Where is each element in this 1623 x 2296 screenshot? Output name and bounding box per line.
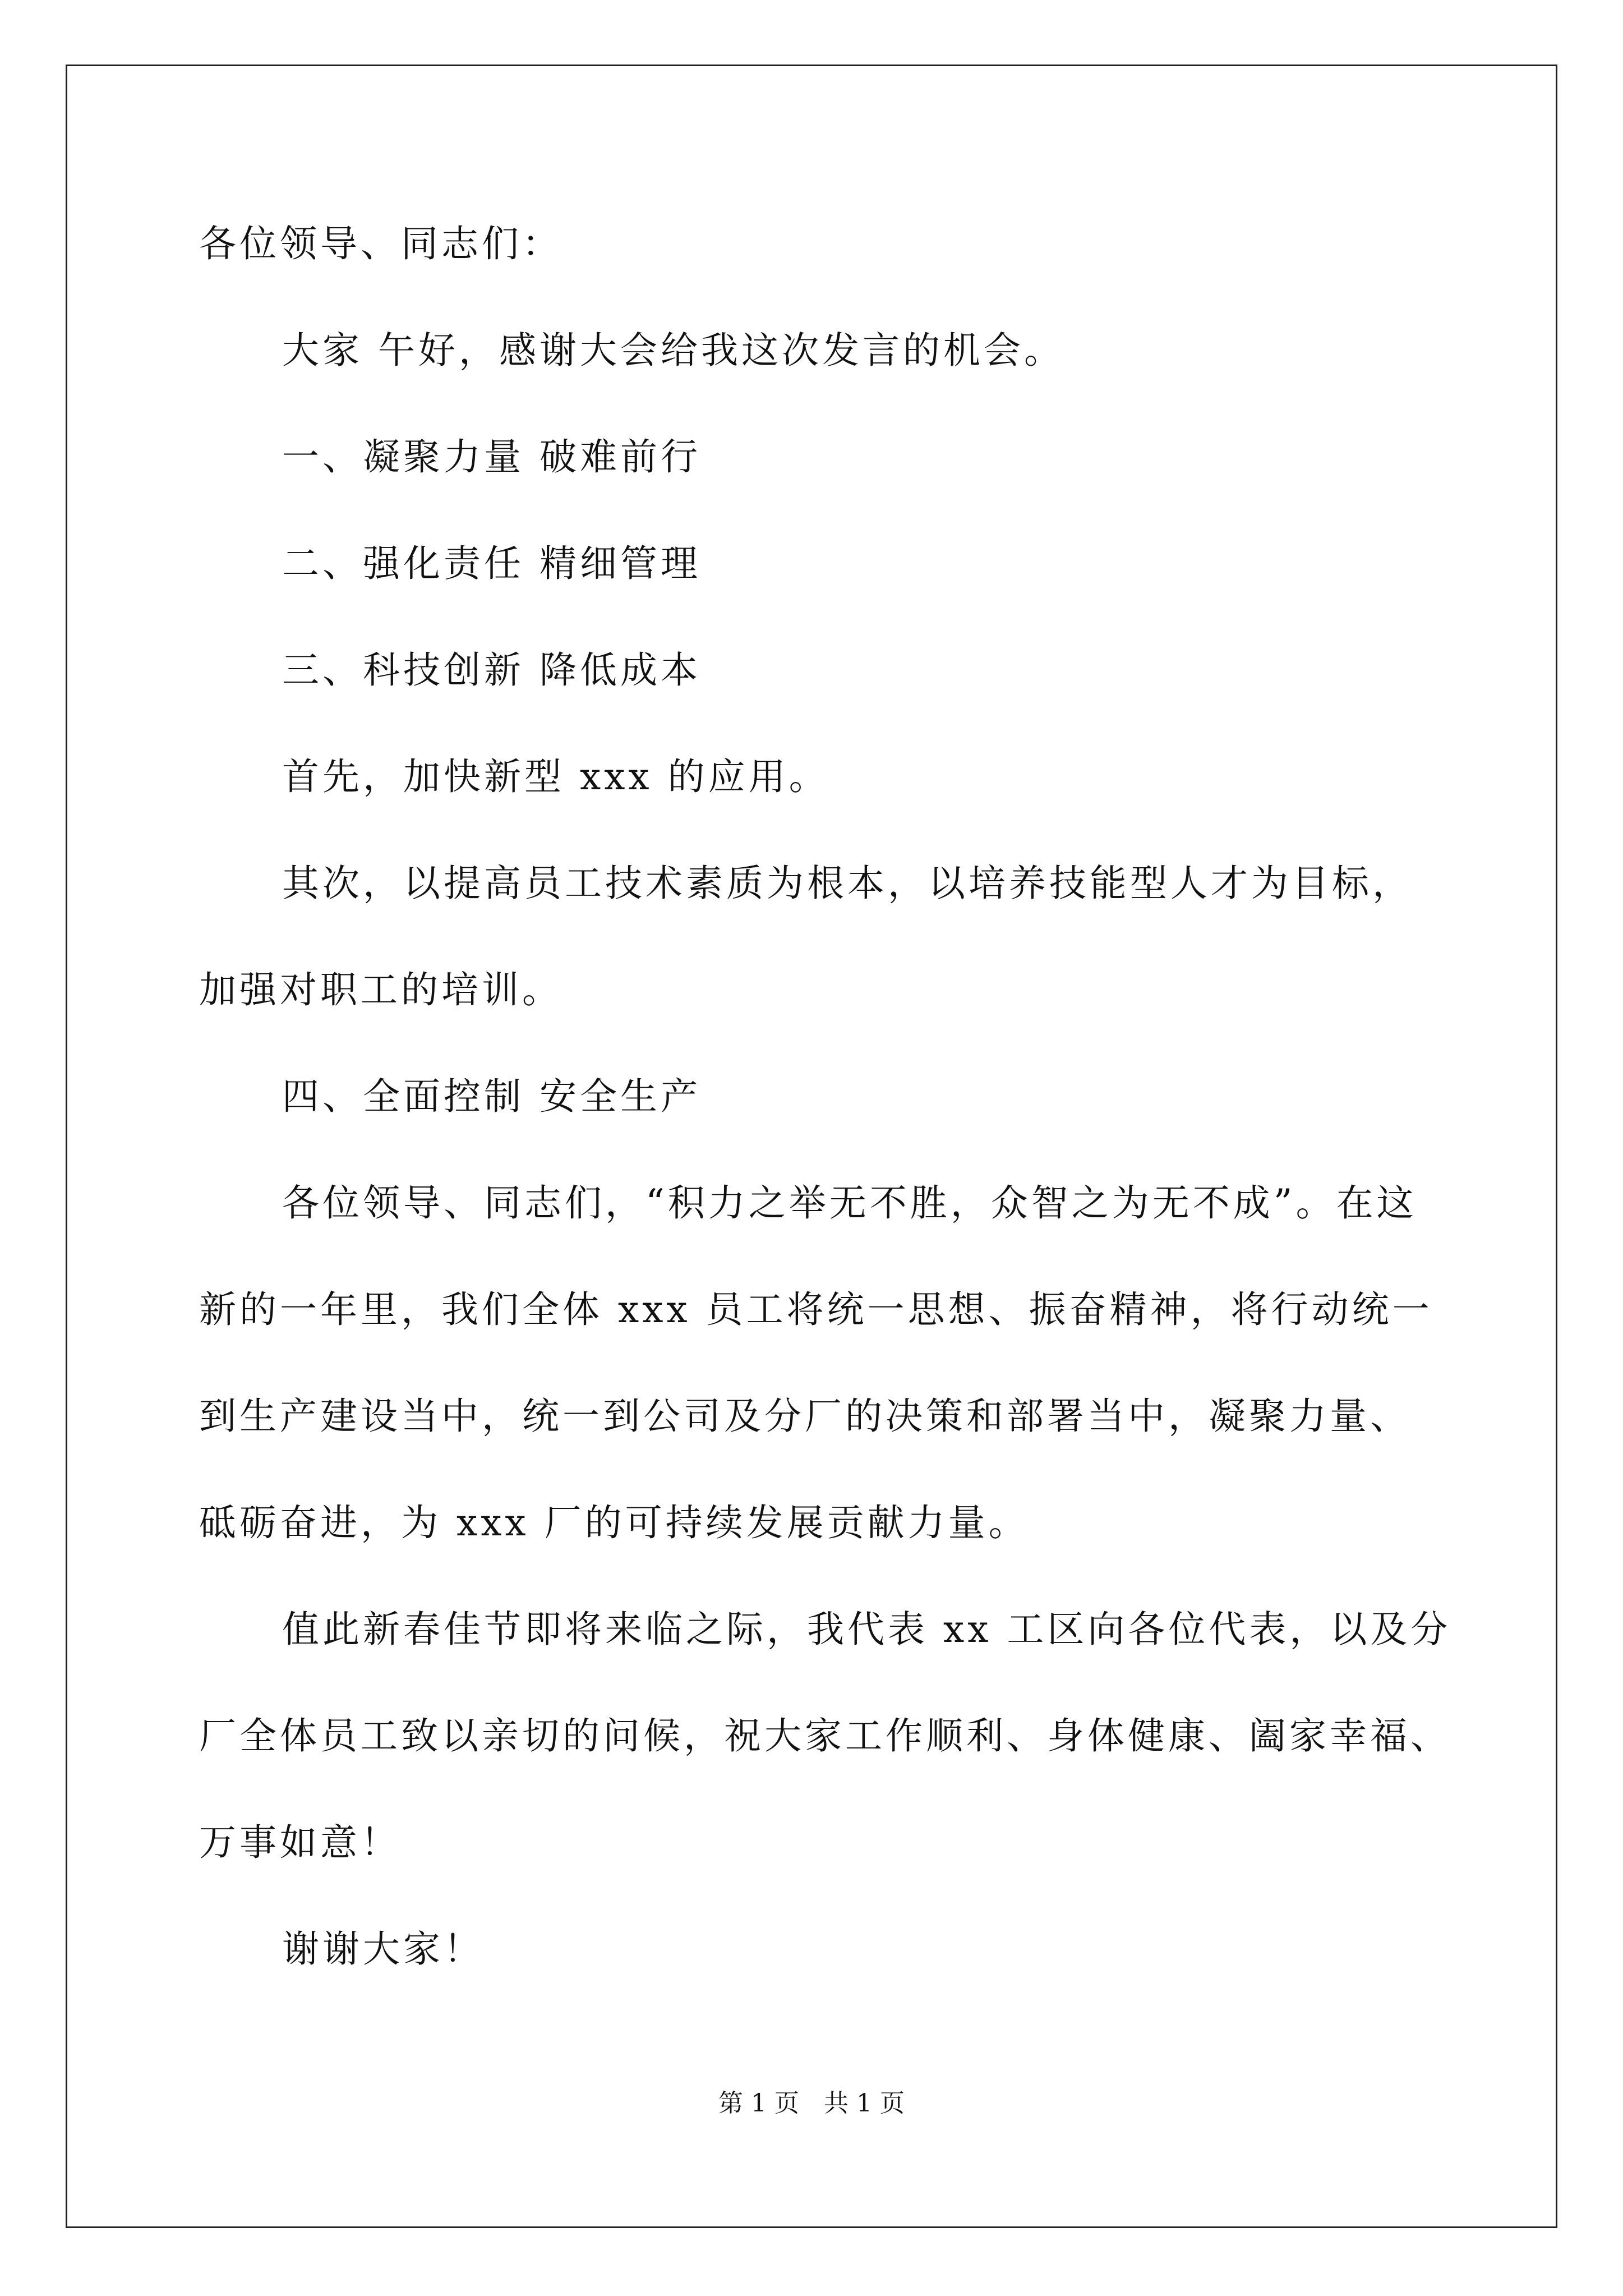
paragraph-opening: 大家 午好，感谢大会给我这次发言的机会。 xyxy=(282,329,1064,372)
paragraph-closing-line-1: 各位领导、同志们，“积力之举无不胜，众智之为无不成”。在这 xyxy=(282,1181,1417,1225)
section-heading-2: 二、强化责任 精细管理 xyxy=(282,542,701,585)
page-footer: 第 1 页 共 1 页 xyxy=(718,2089,905,2118)
page-border xyxy=(66,65,1557,2228)
paragraph-second-line-2: 加强对职工的培训。 xyxy=(199,968,562,1011)
paragraph-closing-line-3: 到生产建设当中，统一到公司及分厂的决策和部署当中，凝聚力量、 xyxy=(199,1395,1410,1438)
paragraph-greetings-line-2: 厂全体员工致以亲切的问候，祝大家工作顺利、身体健康、阖家幸福、 xyxy=(199,1714,1451,1757)
greeting-line: 各位领导、同志们： xyxy=(199,222,562,265)
paragraph-second-line-1: 其次，以提高员工技术素质为根本，以培养技能型人才为目标， xyxy=(282,862,1413,905)
paragraph-closing-line-2: 新的一年里，我们全体 xxx 员工将统一思想、振奋精神，将行动统一 xyxy=(199,1288,1433,1331)
section-heading-3: 三、科技创新 降低成本 xyxy=(282,648,701,692)
section-heading-4: 四、全面控制 安全生产 xyxy=(282,1075,701,1118)
section-heading-1: 一、凝聚力量 破难前行 xyxy=(282,435,701,478)
paragraph-closing-line-4: 砥砺奋进，为 xxx 厂的可持续发展贡献力量。 xyxy=(199,1501,1029,1544)
paragraph-greetings-line-1: 值此新春佳节即将来临之际，我代表 xx 工区向各位代表，以及分 xyxy=(282,1608,1451,1651)
paragraph-greetings-line-3: 万事如意！ xyxy=(199,1821,401,1864)
thanks-line: 谢谢大家！ xyxy=(282,1927,484,1971)
paragraph-first: 首先，加快新型 xxx 的应用。 xyxy=(282,755,829,798)
